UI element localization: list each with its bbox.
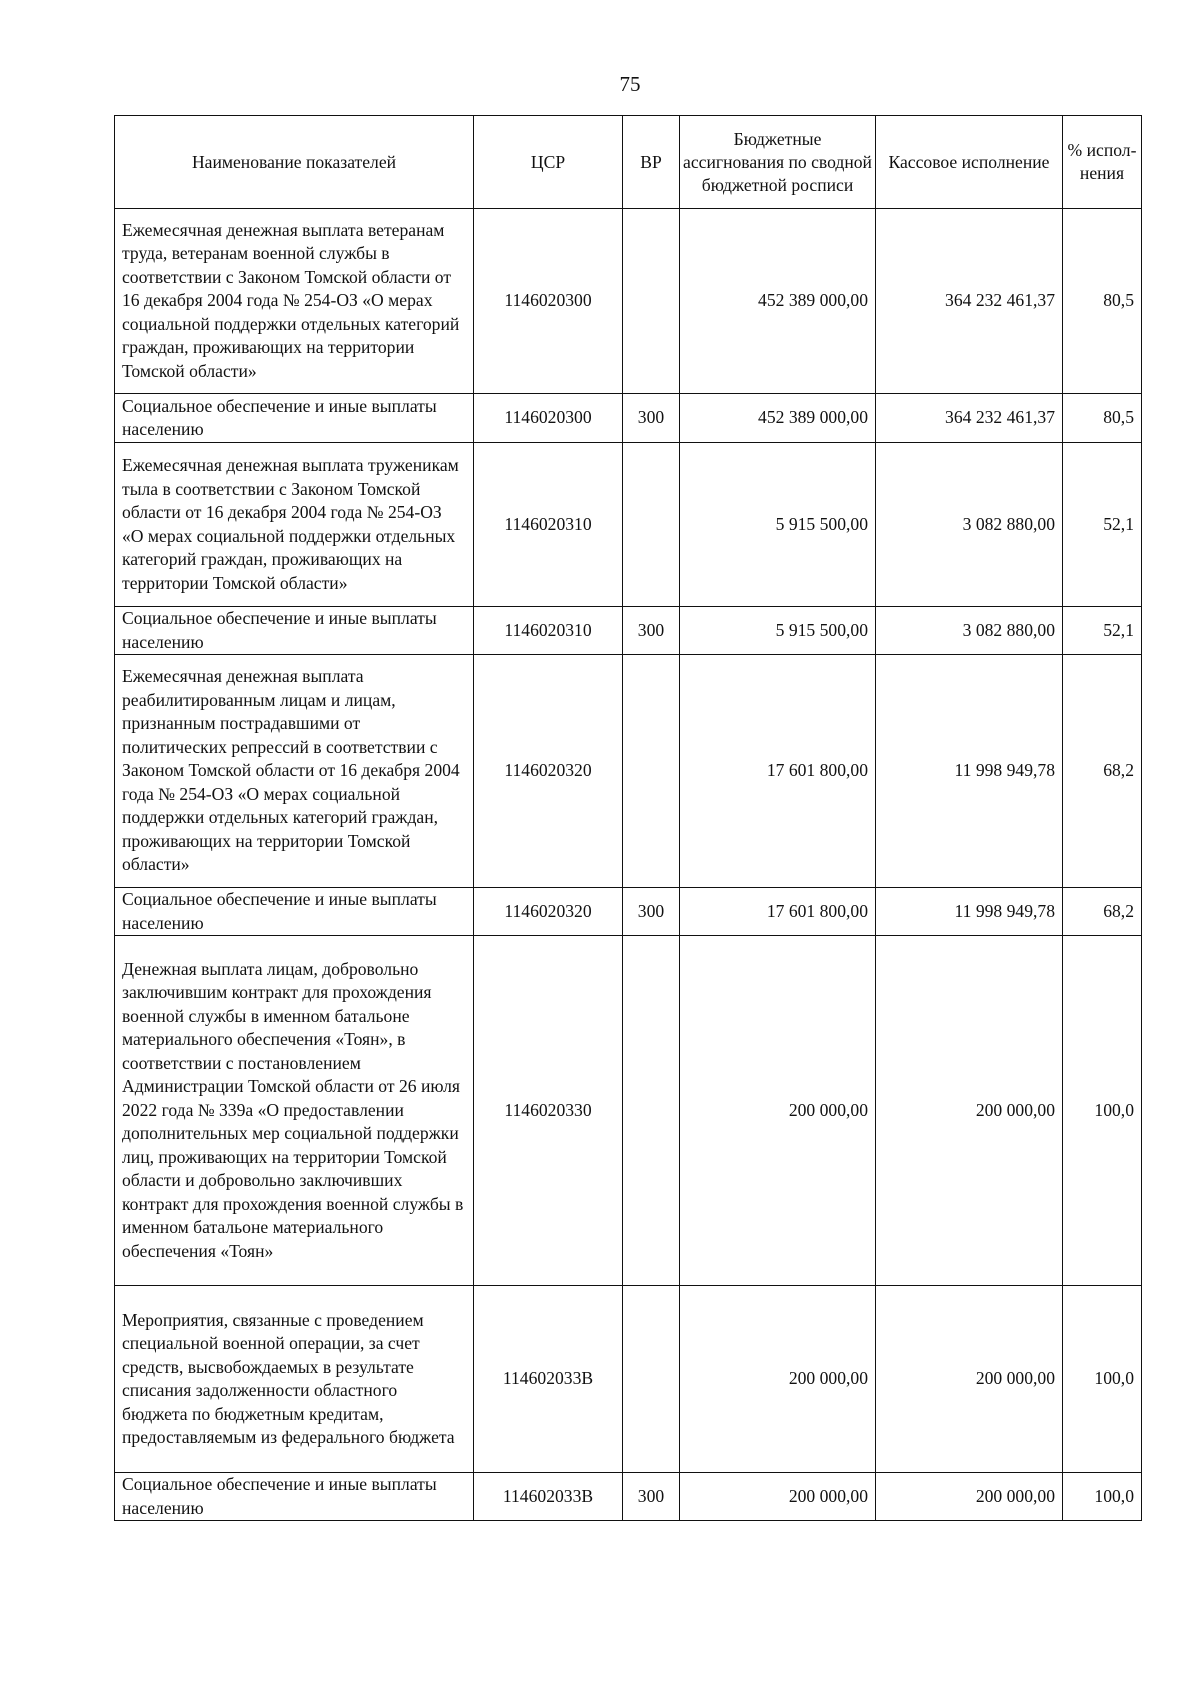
cell-execution-percent: 100,0 xyxy=(1063,936,1142,1286)
header-cash-execution: Кассовое исполнение xyxy=(876,116,1063,209)
table-row xyxy=(115,209,1142,394)
cell-execution-percent: 80,5 xyxy=(1063,394,1142,443)
cell-budget-allocations: 17 601 800,00 xyxy=(680,888,876,936)
cell-cash-execution: 11 998 949,78 xyxy=(876,888,1063,936)
cell-csr: 1146020300 xyxy=(474,394,623,443)
cell-execution-percent: 68,2 xyxy=(1063,655,1142,888)
cell-cash-execution: 200 000,00 xyxy=(876,1473,1063,1521)
table-row xyxy=(115,655,1142,888)
cell-budget-allocations: 17 601 800,00 xyxy=(680,655,876,888)
budget-execution-table xyxy=(114,115,1142,1521)
cell-vr xyxy=(623,443,680,607)
table-row xyxy=(115,1286,1142,1473)
cell-execution-percent: 52,1 xyxy=(1063,607,1142,655)
table-row xyxy=(115,607,1142,655)
cell-budget-allocations: 452 389 000,00 xyxy=(680,394,876,443)
cell-csr: 114602033В xyxy=(474,1473,623,1521)
cell-execution-percent: 100,0 xyxy=(1063,1286,1142,1473)
cell-cash-execution: 200 000,00 xyxy=(876,1286,1063,1473)
table-row xyxy=(115,394,1142,443)
cell-cash-execution: 200 000,00 xyxy=(876,936,1063,1286)
cell-indicator-name: Мероприятия, связанные с проведением специальной военной операции, за счет средств, высвобождаемых в результате списания задолженности областного бюджета по бюджетным кредитам, предоставляемым из федерального бюджета xyxy=(115,1286,474,1473)
cell-vr: 300 xyxy=(623,607,680,655)
cell-budget-allocations: 200 000,00 xyxy=(680,1286,876,1473)
cell-indicator-name: Социальное обеспечение и иные выплаты населению xyxy=(115,1473,474,1521)
cell-vr: 300 xyxy=(623,1473,680,1521)
cell-budget-allocations: 5 915 500,00 xyxy=(680,443,876,607)
cell-cash-execution: 3 082 880,00 xyxy=(876,607,1063,655)
cell-budget-allocations: 200 000,00 xyxy=(680,936,876,1286)
header-budget-allocations: Бюджетные ассигнования по сводной бюджетной росписи xyxy=(680,116,876,209)
cell-csr: 1146020310 xyxy=(474,443,623,607)
cell-vr xyxy=(623,655,680,888)
cell-indicator-name: Социальное обеспечение и иные выплаты населению xyxy=(115,607,474,655)
cell-indicator-name: Денежная выплата лицам, добровольно заключившим контракт для прохождения военной службы в именном батальоне материального обеспечения «Тоян», в соответствии с постановлением Администрации Томской области от 26 июля 2022 года № 339а «О предоставлении дополнительных мер социальной поддержки лиц, проживающих на территории Томской области и добровольно заключивших контракт для прохождения военной службы в именном батальоне материального обеспечения «Тоян» xyxy=(115,936,474,1286)
cell-vr: 300 xyxy=(623,888,680,936)
cell-budget-allocations: 200 000,00 xyxy=(680,1473,876,1521)
table-row xyxy=(115,936,1142,1286)
cell-execution-percent: 52,1 xyxy=(1063,443,1142,607)
cell-csr: 1146020320 xyxy=(474,888,623,936)
cell-budget-allocations: 5 915 500,00 xyxy=(680,607,876,655)
cell-csr: 1146020310 xyxy=(474,607,623,655)
table-row xyxy=(115,1473,1142,1521)
cell-cash-execution: 11 998 949,78 xyxy=(876,655,1063,888)
cell-csr: 1146020330 xyxy=(474,936,623,1286)
header-execution-percent: % испол-нения xyxy=(1063,116,1142,209)
cell-execution-percent: 80,5 xyxy=(1063,209,1142,394)
cell-vr xyxy=(623,1286,680,1473)
cell-execution-percent: 68,2 xyxy=(1063,888,1142,936)
header-csr: ЦСР xyxy=(474,116,623,209)
cell-indicator-name: Ежемесячная денежная выплата ветеранам труда, ветеранам военной службы в соответствии с Законом Томской области от 16 декабря 2004 года № 254-ОЗ «О мерах социальной поддержки отдельных категорий граждан, проживающих на территории Томской области» xyxy=(115,209,474,394)
cell-vr xyxy=(623,936,680,1286)
cell-indicator-name: Ежемесячная денежная выплата труженикам тыла в соответствии с Законом Томской области от 16 декабря 2004 года № 254-ОЗ «О мерах социальной поддержки отдельных категорий граждан, проживающих на территории Томской области» xyxy=(115,443,474,607)
cell-indicator-name: Социальное обеспечение и иные выплаты населению xyxy=(115,394,474,443)
page-number: 75 xyxy=(619,72,641,96)
cell-csr: 1146020320 xyxy=(474,655,623,888)
table-header-row xyxy=(115,116,1142,209)
cell-execution-percent: 100,0 xyxy=(1063,1473,1142,1521)
cell-cash-execution: 364 232 461,37 xyxy=(876,394,1063,443)
cell-csr: 114602033В xyxy=(474,1286,623,1473)
cell-indicator-name: Социальное обеспечение и иные выплаты населению xyxy=(115,888,474,936)
cell-budget-allocations: 452 389 000,00 xyxy=(680,209,876,394)
table-row xyxy=(115,888,1142,936)
cell-cash-execution: 364 232 461,37 xyxy=(876,209,1063,394)
header-vr: ВР xyxy=(623,116,680,209)
table-row xyxy=(115,443,1142,607)
header-indicator-name: Наименование показателей xyxy=(115,116,474,209)
cell-vr: 300 xyxy=(623,394,680,443)
cell-vr xyxy=(623,209,680,394)
cell-cash-execution: 3 082 880,00 xyxy=(876,443,1063,607)
cell-csr: 1146020300 xyxy=(474,209,623,394)
cell-indicator-name: Ежемесячная денежная выплата реабилитированным лицам и лицам, признанным пострадавшими от политических репрессий в соответствии с Законом Томской области от 16 декабря 2004 года № 254-ОЗ «О мерах социальной поддержки отдельных категорий граждан, проживающих на территории Томской области» xyxy=(115,655,474,888)
